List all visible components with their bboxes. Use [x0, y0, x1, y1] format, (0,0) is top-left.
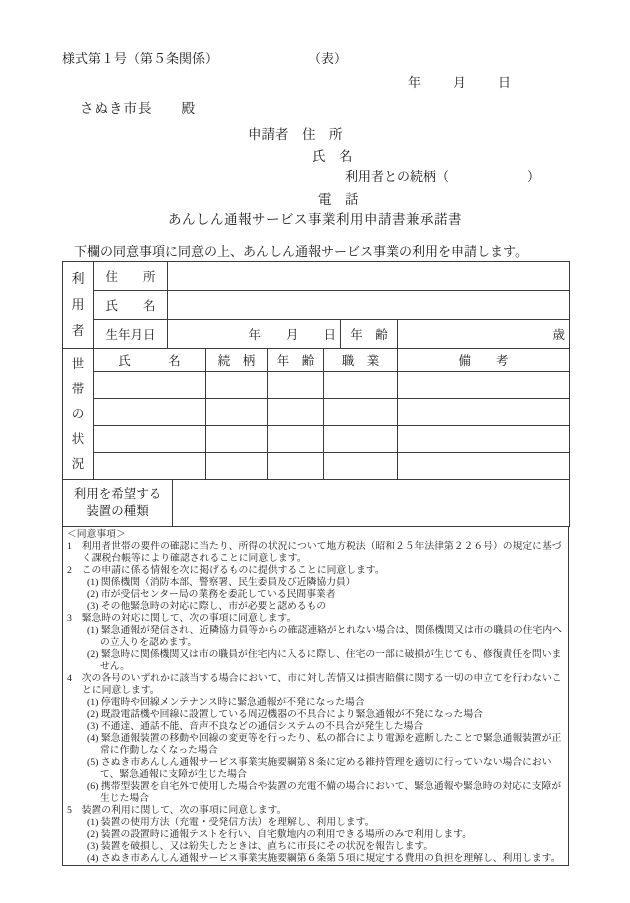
household-header-row [63, 349, 570, 372]
household-row [63, 372, 570, 399]
household-cell [268, 426, 324, 453]
device-type-label-line1: 利用を希望する [73, 487, 162, 501]
name-value-cell [168, 291, 570, 320]
device-type-value-cell [173, 480, 570, 527]
household-header-cell: 備 考 [398, 349, 570, 372]
device-type-table [62, 479, 570, 527]
consent-subitem: (2) 市が受信センター局の業務を委託している民間事業者 [87, 589, 336, 600]
address-label-cell: 住 所 [94, 262, 168, 291]
household-cell [206, 372, 268, 399]
form-number: 様式第１号（第５条関係） [62, 51, 219, 66]
address-value-cell [168, 262, 570, 291]
household-cell [94, 399, 206, 426]
household-header-cell: 年 齢 [268, 349, 324, 372]
household-cell [268, 372, 324, 399]
household-cell [398, 426, 570, 453]
household-cell [324, 372, 398, 399]
consent-subitem: (6) 携帯型装置を自宅外で使用した場合や装置の充電不備の場合において、緊急通報や緊急時の対応に支障が生じた場合 [87, 781, 562, 804]
household-group-label: 世 帯 の 状 況 [63, 349, 94, 480]
birth-value-cell: 年 月 日 [168, 320, 341, 349]
household-cell [94, 426, 206, 453]
household-cell [94, 372, 206, 399]
consent-subitem: (3) その他緊急時の対応に際し、市が必要と認めるもの [87, 601, 327, 612]
household-cell [398, 453, 570, 480]
consent-subitem: (3) 不通達、通話不能、音声不良などの通信システムの不具合が発生した場合 [87, 721, 424, 732]
device-type-label-line2: 装置の種類 [86, 504, 149, 518]
household-cell [206, 399, 268, 426]
consent-subitem: (1) 緊急通報が発信され、近隣協力員等からの確認連絡がとれない場合は、関係機関又は市の職員の住宅内への立入りを認めます。 [87, 625, 562, 648]
consent-subitem: (1) 関係機関（消防本部、警察署、民生委員及び近隣協力員） [87, 577, 356, 588]
consent-subitem: (3) 装置を破損し、又は紛失したときは、直ちに市長にその状況を報告します。 [87, 841, 434, 852]
device-type-row [63, 480, 570, 527]
age-value-cell: 歳 [398, 320, 570, 349]
consent-heading: ＜同意事項＞ [67, 529, 126, 540]
household-cell [324, 426, 398, 453]
household-row [63, 426, 570, 453]
date-line: 年 月 日 [408, 75, 514, 90]
user-name-row [63, 291, 570, 320]
consent-item: 5 装置の利用に関して、次の事項に同意します。 [67, 805, 287, 816]
household-row [63, 453, 570, 480]
relation-line: 利用者との続柄（ ） [345, 169, 541, 184]
household-cell [206, 453, 268, 480]
household-cell [398, 399, 570, 426]
applicant-address-line: 申請者 住 所 [248, 127, 343, 142]
household-header-cell: 職 業 [324, 349, 398, 372]
consent-subitem: (2) 装置の設置時に通報テストを行い、自宅敷地内の利用できる場所のみで利用します。 [87, 829, 472, 840]
birth-label-cell: 生年月日 [94, 320, 168, 349]
consent-subitem: (1) 装置の使用方法（充電・受発信方法）を理解し、利用します。 [87, 817, 375, 828]
consent-subitem: (5) さぬき市あんしん通報サービス事業実施要綱第８条に定める維持管理を適切に行っていない場合において、緊急通報に支障が生じた場合 [87, 757, 552, 780]
intro-text: 下欄の同意事項に同意の上、あんしん通報サービス事業の利用を申請します。 [74, 244, 528, 259]
household-header-cell: 続 柄 [206, 349, 268, 372]
phone-line: 電 話 [318, 192, 359, 207]
consent-subitem: (2) 緊急時に関係機関又は市の職員が住宅内に入るに際し、住宅の一部に破損が生じても、修復責任を問いません。 [87, 649, 562, 672]
consent-item: 3 緊急時の対応に関して、次の事項に同意します。 [67, 613, 297, 624]
consent-subitem: (4) 緊急通報装置の移動や回線の変更等を行ったり、私の都合により電源を遮断したことで緊急通報装置が正常に作動しなくなった場合 [87, 733, 562, 756]
user-address-row [63, 262, 570, 291]
household-cell [398, 372, 570, 399]
device-type-label [63, 480, 173, 527]
consent-box [62, 526, 569, 866]
household-cell [206, 426, 268, 453]
page-title: あんしん通報サービス事業利用申請書兼承諾書 [168, 212, 462, 227]
consent-item: 4 次の各号のいずれかに該当する場合において、市に対し苦情又は損害賠償に関する一切の申立てを行わないことに同意します。 [67, 673, 562, 696]
consent-subitem: (2) 既設電話機や回線に設置している周辺機器の不具合により緊急通報が不発になった場合 [87, 709, 483, 720]
name-label-cell: 氏 名 [94, 291, 168, 320]
user-table [62, 261, 570, 349]
consent-subitem: (1) 停電時や回線メンテナンス時に緊急通報が不発になった場合 [87, 697, 365, 708]
household-cell [324, 399, 398, 426]
household-cell [94, 453, 206, 480]
consent-subitem: (4) さぬき市あんしん通報サービス事業実施要綱第６条第５項に規定する費用の負担を理解し、利用します。 [87, 853, 561, 864]
applicant-name-line: 氏 名 [312, 149, 353, 164]
user-group-label: 利 用 者 [63, 262, 94, 349]
household-row [63, 399, 570, 426]
household-cell [268, 399, 324, 426]
household-table [62, 348, 570, 480]
household-cell [324, 453, 398, 480]
household-header-cell: 氏 名 [94, 349, 206, 372]
consent-items [67, 541, 564, 865]
side-label: （表） [308, 51, 348, 66]
household-cell [268, 453, 324, 480]
form-body [62, 261, 569, 866]
age-label-cell: 年 齢 [341, 320, 398, 349]
consent-item: 1 利用者世帯の要件の確認に当たり、所得の状況について地方税法（昭和２５年法律第２２６号）の規定に基づく課税台帳等により確認されることに同意します。 [67, 541, 562, 564]
user-birth-row [63, 320, 570, 349]
addressee-line: さぬき市長 殿 [80, 101, 196, 116]
consent-item: 2 この申請に係る情報を次に掲げるものに提供することに同意します。 [67, 565, 385, 576]
